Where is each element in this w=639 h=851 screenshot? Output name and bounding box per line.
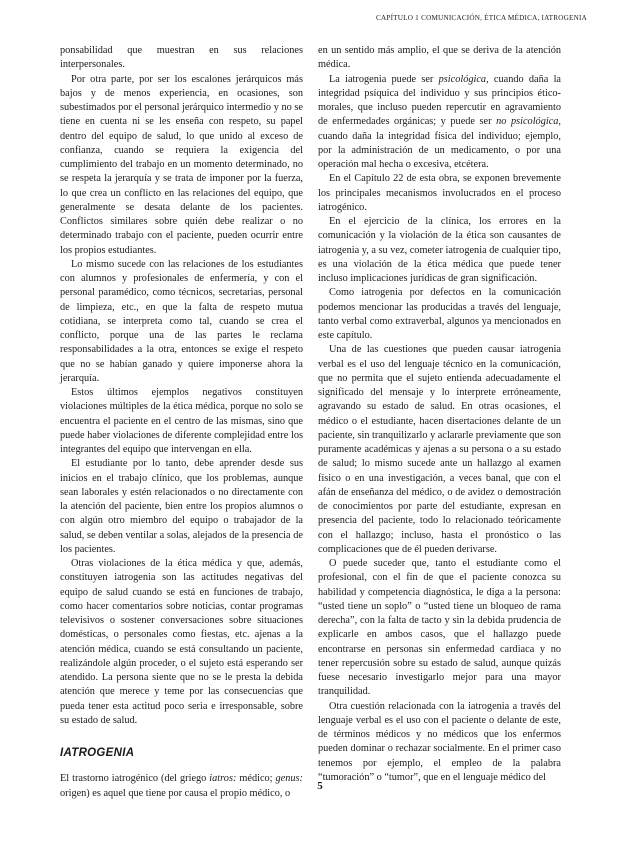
- paragraph: En el Capítulo 22 de esta obra, se exponen brevemente los principales mecanismos involucrados en el proceso iatrogénico.: [318, 173, 561, 213]
- paragraph: Otra cuestión relacionada con la iatrogenia a través del lenguaje verbal es el uso con el paciente o delante de este, de términos médicos y no médicos que los enfermos pueden dominar o rechazar socialmente. En el primer caso tenemos por ejemplo, el empleo de la palabra “tumoración” o “tumor”, que en el lenguaje médico del: [318, 700, 561, 783]
- paragraph: ponsabilidad que muestran en sus relaciones interpersonales.: [60, 45, 303, 71]
- right-column: [318, 44, 561, 785]
- paragraph: Otras violaciones de la ética médica y que, además, constituyen iatrogenia son las actitudes negativas del equipo de salud cuando se está en funciones de trabajo, como hacer comentarios sobre noticias, contar programas televisivos o sostener conversaciones sobre situaciones domésticas, o personales como fiestas, etc. ajenas a la atención médica, cuando se está consultando un paciente, realizándole algún proceder, o el sujeto está esperando ser atendido. La persona siente que no se le presta la debida atención que merece y teme por las consecuencias que pueda tener esta actitud poco seria e irresponsable, sobre su estado de salud.: [60, 558, 303, 726]
- paragraph: El estudiante por lo tanto, debe aprender desde sus inicios en el trabajo clínico, que los problemas, aunque sean laborales y estén relacionados o no directamente con la atención del paciente, bien entre los propios alumnos o con algún otro miembro del equipo o trabajador de la salud, se deben ventilar a solas, alejados de la presencia de los pacientes.: [60, 458, 303, 555]
- paragraph: Estos últimos ejemplos negativos constituyen violaciones múltiples de la ética médica, porque no solo se encuentra el paciente en el centro de las mismas, sino que puede haber violaciones de diferente complejidad entre los integrantes del equipo que intervengan en ella.: [60, 387, 303, 455]
- chapter-title: COMUNICACIÓN, ÉTICA MÉDICA, IATROGENIA: [421, 14, 587, 22]
- paragraph: Lo mismo sucede con las relaciones de los estudiantes con alumnos y profesionales de enfermería, y con el personal paramédico, como técnicos, secretarias, personal de limpieza, etc., en que la falta de respeto mutua cotidiana, se interpreta como tal, cuando se crea el conflicto, porque una de las partes le reclama responsabilidades a la otra, entonces se exige el respeto que no se habían ganado y quiere imponerse ahora la jerarquía.: [60, 258, 303, 384]
- paragraph: O puede suceder que, tanto el estudiante como el profesional, con el fin de que el paciente conozca su habilidad y competencia diagnóstica, le diga a la persona: “usted tiene un soplo” o “usted tiene un bloqueo de rama derecha”, con la falta de tacto y sin la debida prudencia de explicarle en ambos casos, que el hallazgo puede encontrarse en personas sin enfermedad cardiaca y no tener repercusión sobre su estado de salud, aunque quizás fuese necesario investigarlo mejor para una mayor tranquilidad.: [318, 558, 561, 698]
- paragraph: en un sentido más amplio, el que se deriva de la atención médica.: [318, 45, 561, 71]
- page-number: 5: [317, 780, 323, 792]
- chapter-label: CAPÍTULO 1: [376, 14, 419, 22]
- paragraph: Una de las cuestiones que pueden causar iatrogenia verbal es el uso del lenguaje técnico en la comunicación, que no permita que el sujeto entienda adecuadamente el significado del mensaje y lo interprete erróneamente, agravando su estado de salud. En otras ocasiones, el médico o el estudiante, hacen disertaciones delante de un paciente, sin tranquilizarlo y aclararle previamente que son puramente académicas y ajenas a su persona o a su estado de salud; lo mismo sucede ante un hallazgo al examen físico o en una investigación, a veces banal, que con el afán de enseñanza del médico, o de avidez o demostración de conocimientos por parte del estudiante, expresan en presencia del paciente, todo lo relacionado teóricamente con el hallazgo; incluso, hasta el pronóstico o las complicaciones que de él pueden derivarse.: [318, 344, 562, 555]
- paragraph: Por otra parte, por ser los escalones jerárquicos más bajos y de menos experiencia, en ocasiones, son subestimados por el personal jerárquico intermedio y no se tiene en cuenta ni se les enseña con respeto, su papel dentro del equipo de salud, lo que unido al exceso de confianza, cuando se requiera la exigencia del cumplimiento del trabajo en un momento determinado, no se respeta la jerarquía y se trata de imponer por la fuerza, lo que crea un conflicto en las relaciones del equipo, que generalmente se desata delante de los pacientes. Conflictos similares sobre quién debe realizar o no determinado trabajo con el paciente, pueden ocurrir entre los propios estudiantes.: [60, 73, 303, 256]
- section-heading: IATROGENIA: [60, 747, 135, 759]
- paragraph: Como iatrogenia por defectos en la comunicación podemos mencionar las producidas a través del lenguaje, tanto verbal como extraverbal, algunos ya mencionados en este capítulo.: [318, 287, 561, 341]
- paragraph: En el ejercicio de la clínica, los errores en la comunicación y la violación de la ética son causantes de iatrogenia y, a su vez, cometer iatrogenia de cualquier tipo, es una violación de la ética médica que puede tener incluso implicaciones jurídicas de gran significación.: [318, 216, 561, 284]
- running-header: [376, 14, 587, 26]
- left-column: [60, 44, 303, 801]
- paragraph: La iatrogenia puede ser psicológica, cuando daña la integridad psíquica del individuo y sus principios ético-morales, que incluso pueden repercutir en agravamiento de enfermedades orgánicas; y puede ser no psicológica, cuando daña la integridad física del individuo; ejemplo, por la administración de un medicamento, o por una operación mal hecha o excesiva, etcétera.: [318, 73, 562, 170]
- paragraph: El trastorno iatrogénico (del griego iatros: médico; genus: origen) es aquel que tiene por causa el propio médico, o: [60, 773, 303, 799]
